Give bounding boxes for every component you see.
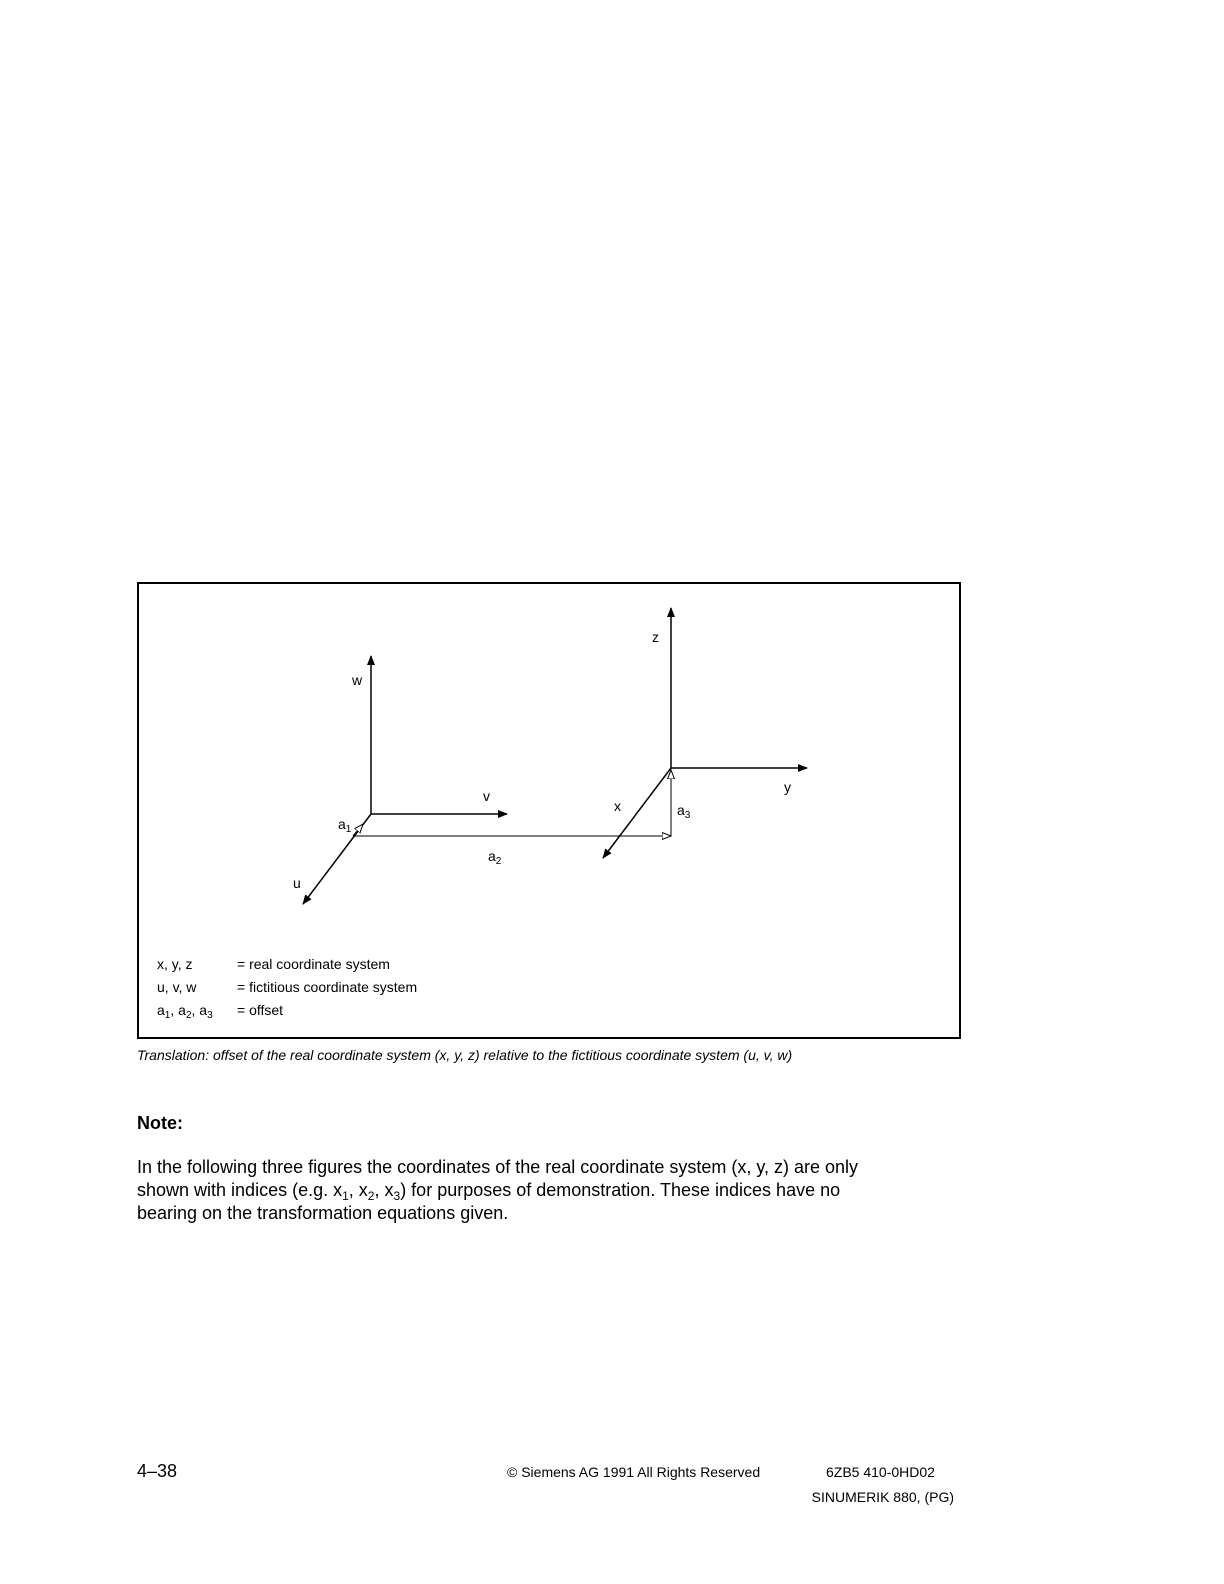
note-heading: Note: — [137, 1113, 183, 1133]
page-number: 4–38 — [137, 1461, 178, 1481]
label-v: v — [483, 788, 490, 804]
label-x: x — [614, 798, 621, 814]
legend-description: = offset — [237, 1002, 284, 1018]
legend-symbol: $a_1$, $a_2$, $a_3$ — [157, 1002, 213, 1021]
note-line: In the following three figures the coordinates of the real coordinate system (x, y, z) are only — [137, 1157, 859, 1177]
product-name: SINUMERIK 880, (PG) — [811, 1489, 954, 1505]
label-w: w — [352, 672, 363, 688]
label-a1: $a_1$ — [338, 816, 352, 835]
label-y: y — [784, 779, 791, 795]
figure-caption: Translation: offset of the real coordinate system (x, y, z) relative to the fictitious coordinate system (u, v, w) — [137, 1047, 793, 1063]
note-line: bearing on the transformation equations given. — [137, 1203, 509, 1223]
copyright-notice: © Siemens AG 1991 All Rights Reserved — [507, 1464, 761, 1480]
legend-description: = real coordinate system — [237, 956, 390, 972]
note-paragraph — [137, 1156, 937, 1225]
label-a2: $a_2$ — [488, 848, 502, 867]
legend-description: = fictitious coordinate system — [237, 979, 418, 995]
label-z: z — [652, 629, 659, 645]
legend-symbol: u, v, w — [157, 979, 197, 995]
legend-symbol: x, y, z — [157, 956, 193, 972]
note-line: shown with indices (e.g. $x_1$, $x_2$, $x_3$) for purposes of demonstration. These indices have no — [137, 1180, 841, 1203]
u-axis — [303, 814, 371, 904]
label-a3: $a_3$ — [677, 802, 691, 821]
offset-a1-arrow — [353, 824, 363, 836]
label-u: u — [293, 875, 301, 891]
document-number: 6ZB5 410-0HD02 — [826, 1464, 935, 1480]
